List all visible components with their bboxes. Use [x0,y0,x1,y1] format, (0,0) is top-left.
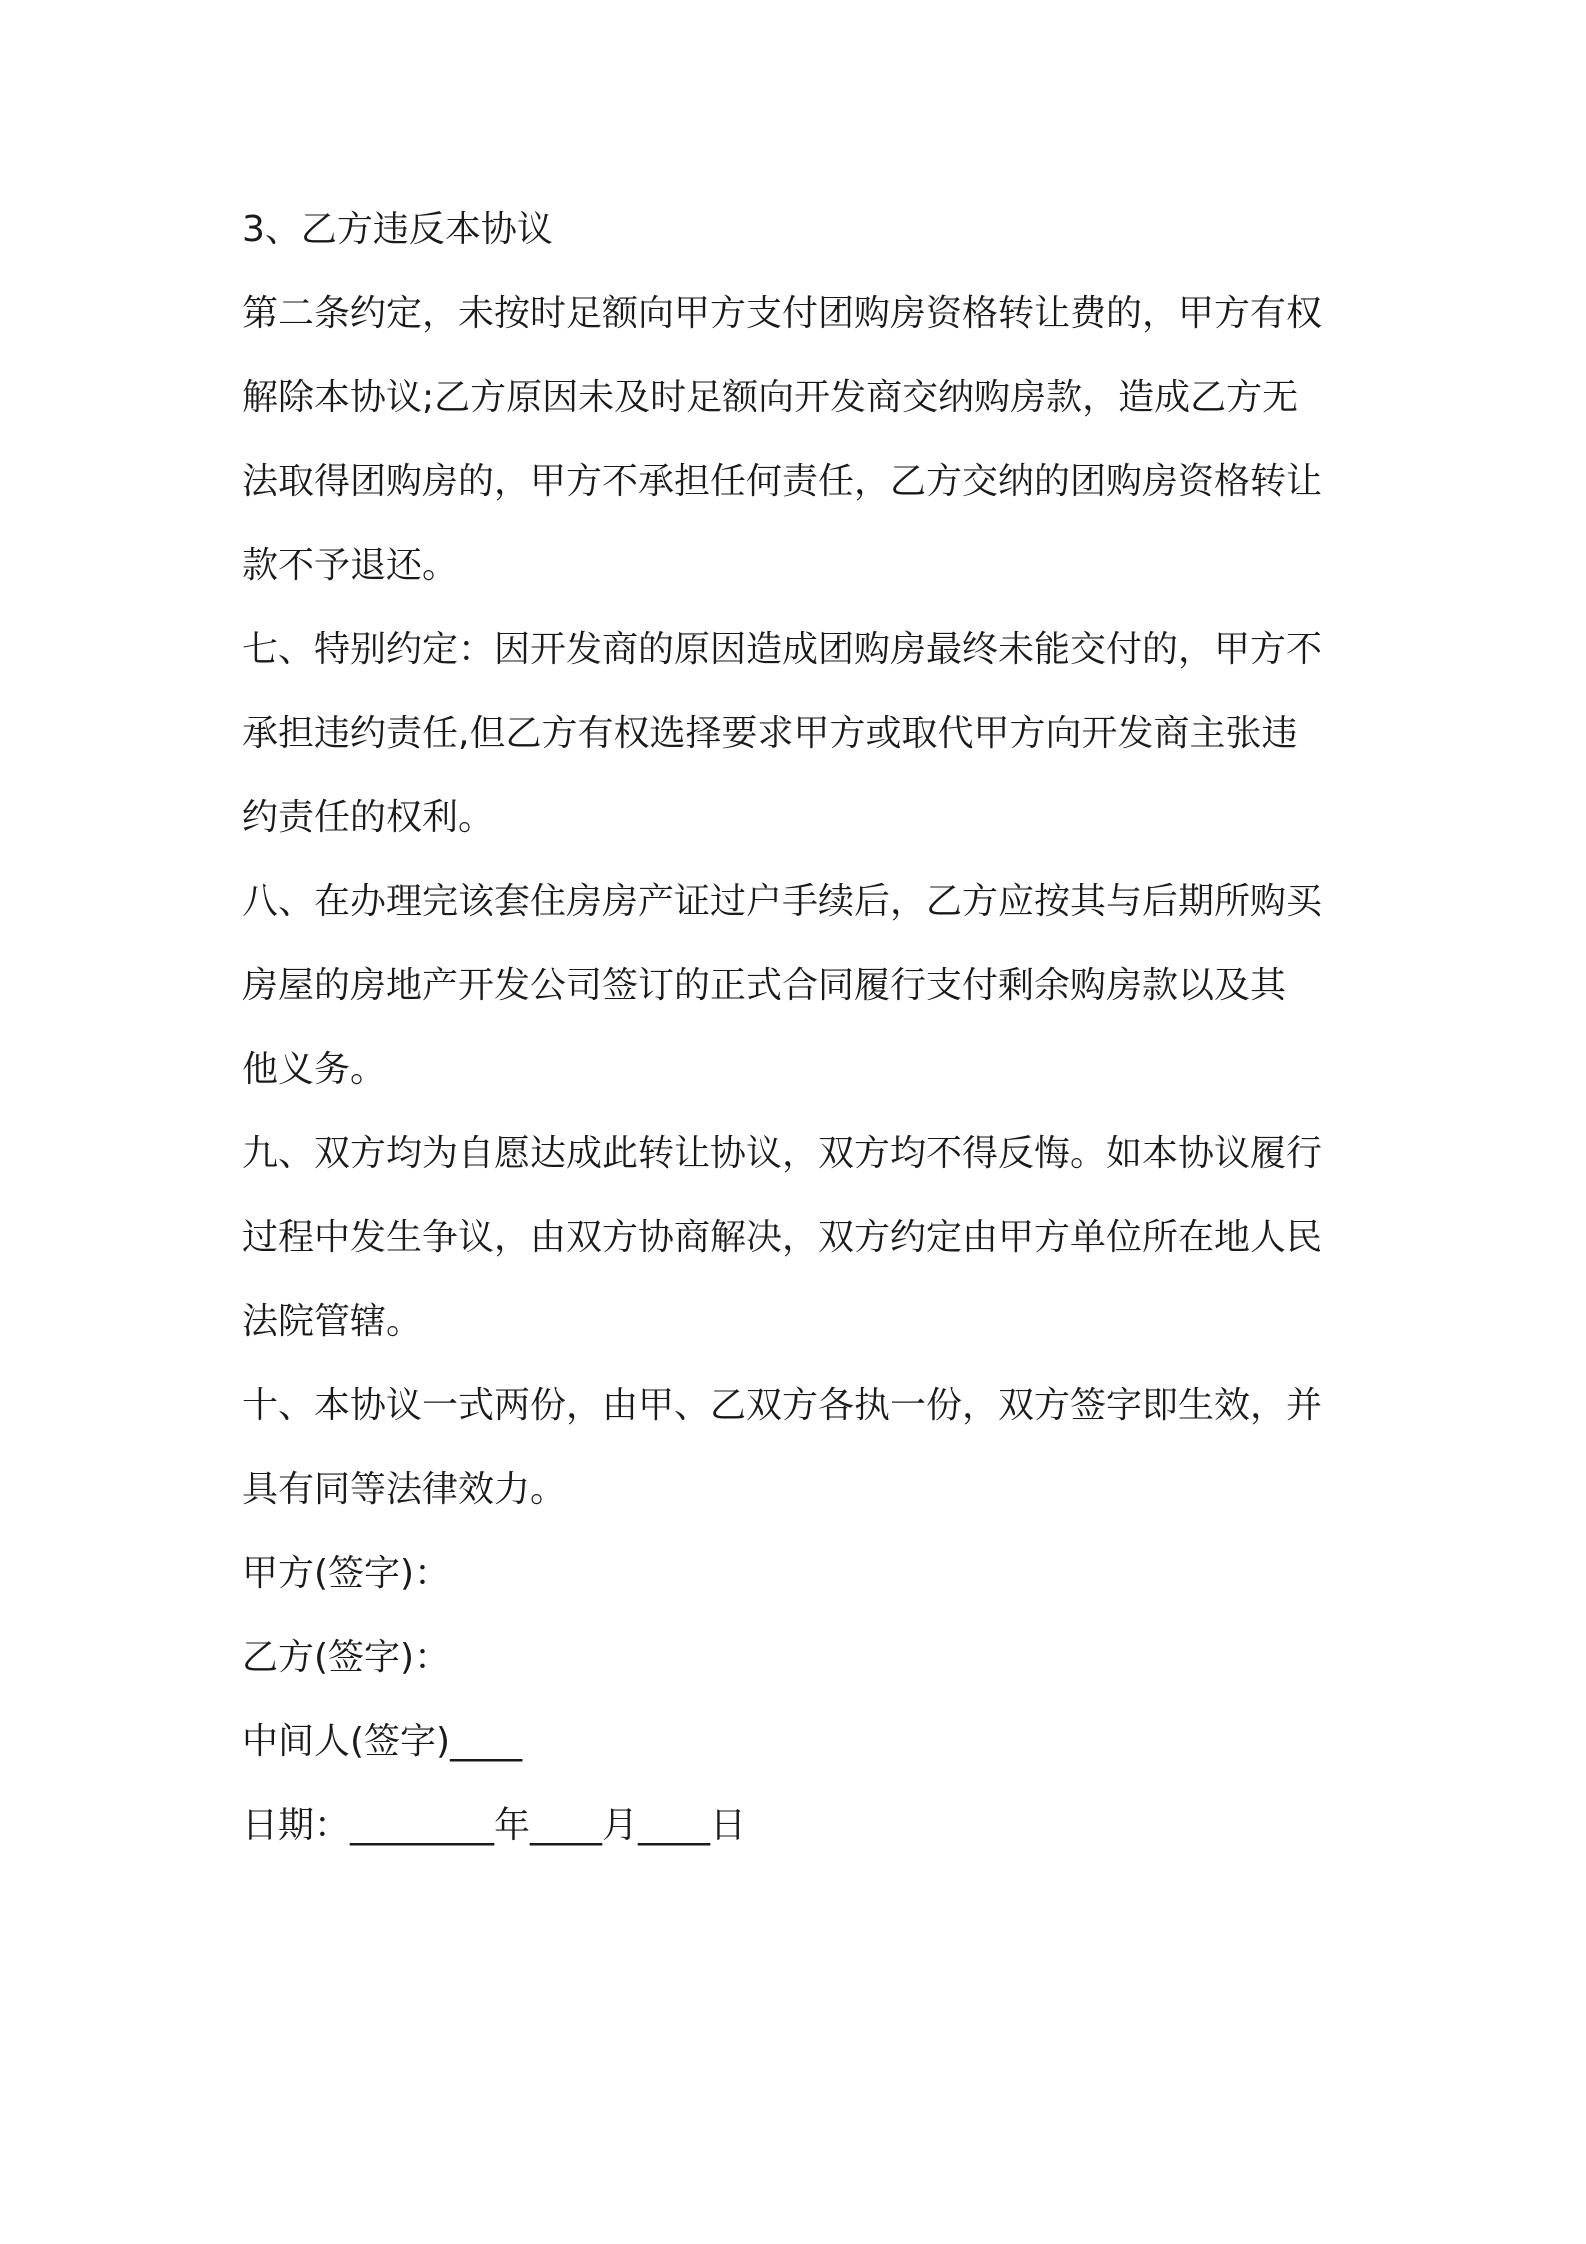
clause-3-text-line-3: 法取得团购房的，甲方不承担任何责任，乙方交纳的团购房资格转让 [242,461,1323,502]
clause-3-text-line-2: 解除本协议;乙方原因未及时足额向开发商交纳购房款，造成乙方无 [242,377,1299,418]
intermediary-signature-line: 中间人(签字)____ [242,1721,523,1762]
clause-7-line-3: 约责任的权利。 [242,797,495,838]
clause-10-line-1: 十、本协议一式两份，由甲、乙双方各执一份，双方签字即生效，并 [242,1385,1323,1426]
clause-3-heading: 3、乙方违反本协议 [242,209,553,250]
clause-3-text-line-4: 款不予退还。 [242,545,459,586]
clause-3-text-line-1: 第二条约定，未按时足额向甲方支付团购房资格转让费的，甲方有权 [242,293,1323,334]
clause-8-line-3: 他义务。 [242,1049,387,1090]
clause-8-line-2: 房屋的房地产开发公司签订的正式合同履行支付剩余购房款以及其 [242,965,1287,1006]
clause-9-line-2: 过程中发生争议，由双方协商解决，双方约定由甲方单位所在地人民 [242,1217,1323,1258]
clause-9-line-3: 法院管辖。 [242,1301,423,1342]
clause-9-line-1: 九、双方均为自愿达成此转让协议，双方均不得反悔。如本协议履行 [242,1133,1323,1174]
clause-10-line-2: 具有同等法律效力。 [242,1469,567,1510]
party-a-signature-line: 甲方(签字)： [242,1553,451,1594]
party-b-signature-line: 乙方(签字)： [242,1637,451,1678]
clause-8-line-1: 八、在办理完该套住房房产证过户手续后，乙方应按其与后期所购买 [242,881,1323,922]
clause-7-line-2: 承担违约责任,但乙方有权选择要求甲方或取代甲方向开发商主张违 [242,713,1298,754]
clause-7-line-1: 七、特别约定：因开发商的原因造成团购房最终未能交付的，甲方不 [242,629,1323,670]
document-body [242,200,1352,1880]
date-line: 日期：________年____月____日 [242,1805,747,1846]
